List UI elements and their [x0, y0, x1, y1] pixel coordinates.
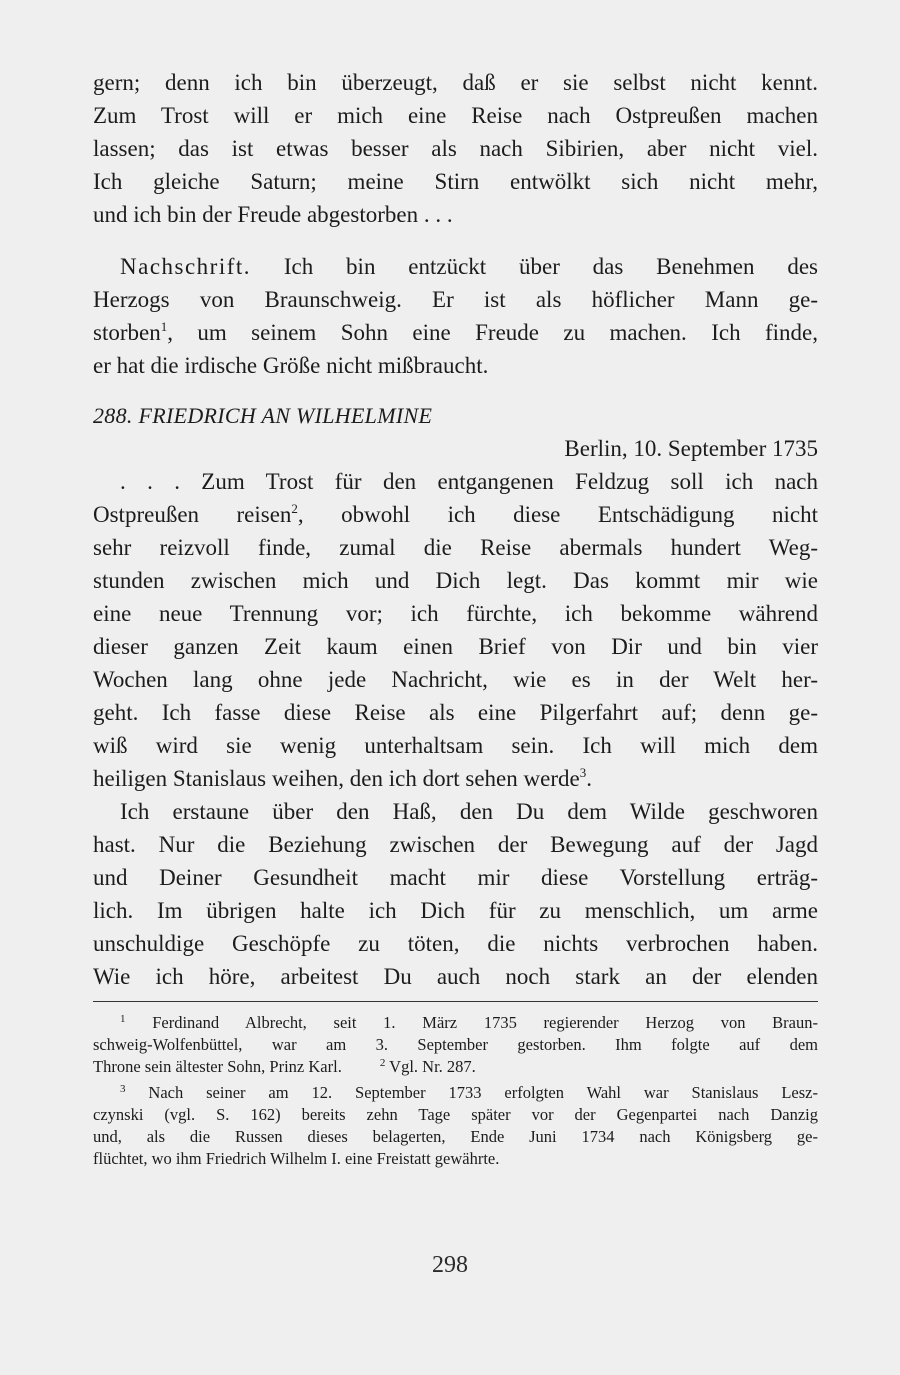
- opening-paragraph: [93, 66, 818, 231]
- letter-paragraph-1: [93, 465, 818, 795]
- text-line: wiß wird sie wenig unterhaltsam sein. Ich will mich dem: [93, 733, 818, 758]
- footnote-1: [93, 1012, 818, 1078]
- text-line: lassen; das ist etwas besser als nach Sibirien, aber nicht viel.: [93, 136, 818, 161]
- text-line: dieser ganzen Zeit kaum einen Brief von Dir und bin vier: [93, 634, 818, 659]
- text-line: geht. Ich fasse diese Reise als eine Pilgerfahrt auf; denn ge-: [93, 700, 818, 725]
- footnote-2: $^2$ Vgl. Nr. 287.: [379, 1057, 476, 1076]
- footnote-line: schweig-Wolfenbüttel, war am 3. September gestorben. Ihm folgte auf dem: [93, 1035, 818, 1054]
- letter-dateline: Berlin, 10. September 1735: [564, 436, 818, 461]
- footnote-marker: 2: [379, 1057, 386, 1069]
- text-line: Zum Trost will er mich eine Reise nach Ostpreußen machen: [93, 103, 818, 128]
- text-line: sehr reizvoll finde, zumal die Reise abermals hundert Weg-: [93, 535, 818, 560]
- text-line: heiligen Stanislaus weihen, den ich dort sehen werde$^3$.: [93, 765, 592, 791]
- spacer: [93, 231, 818, 250]
- letter-heading: 288. FRIEDRICH AN WILHELMINE: [93, 403, 433, 428]
- footnote-line: und, als die Russen dieses belagerten, Ende Juni 1734 nach Königsberg ge-: [93, 1127, 818, 1146]
- footnote-divider: [93, 1001, 818, 1002]
- text-line: Ich erstaune über den Haß, den Du dem Wilde geschworen: [120, 799, 818, 824]
- page-number: 298: [432, 1252, 468, 1278]
- footnote-line: czynski (vgl. S. 162) bereits zehn Tage später vor der Gegenpartei nach Danzig: [93, 1105, 818, 1124]
- footnote-ref[interactable]: 1: [160, 319, 168, 334]
- postscript-label: Nachschrift.: [120, 254, 252, 279]
- footnote-line: $^3$ Nach seiner am 12. September 1733 erfolgten Wahl war Stanislaus Lesz-: [120, 1083, 818, 1102]
- footnote-ref[interactable]: 3: [579, 765, 587, 780]
- letter-paragraph-2: [93, 795, 818, 993]
- text-line: unschuldige Geschöpfe zu töten, die nichts verbrochen haben.: [93, 931, 818, 956]
- text-line: er hat die irdische Größe nicht mißbraucht.: [93, 353, 489, 378]
- footnote-line: flüchtet, wo ihm Friedrich Wilhelm I. eine Freistatt gewährte.: [93, 1149, 500, 1168]
- text-line: Ich gleiche Saturn; meine Stirn entwölkt sich nicht mehr,: [93, 169, 818, 194]
- text-line: eine neue Trennung vor; ich fürchte, ich bekomme während: [93, 601, 818, 626]
- footnote-line: Throne sein ältester Sohn, Prinz Karl. $^2$ Vgl. Nr. 287.: [93, 1057, 476, 1076]
- text-line: und ich bin der Freude abgestorben . . .: [93, 202, 453, 227]
- text-line: Nachschrift. Ich bin entzückt über das Benehmen des: [120, 254, 818, 279]
- footnotes: [93, 1012, 818, 1170]
- book-page: [93, 66, 818, 1170]
- text-line: Wochen lang ohne jede Nachricht, wie es in der Welt her-: [93, 667, 818, 692]
- text-line: . . . Zum Trost für den entgangenen Feldzug soll ich nach: [120, 469, 818, 494]
- footnote-ref[interactable]: 2: [291, 501, 298, 516]
- footnote-3: [93, 1082, 818, 1170]
- text-line: lich. Im übrigen halte ich Dich für zu menschlich, um arme: [93, 898, 818, 923]
- text-line: gern; denn ich bin überzeugt, daß er sie selbst nicht kennt.: [93, 70, 818, 95]
- text-line: storben$^1$, um seinem Sohn eine Freude zu machen. Ich finde,: [93, 319, 818, 345]
- text-line: stunden zwischen mich und Dich legt. Das kommt mir wie: [93, 568, 818, 593]
- text-line: Wie ich höre, arbeitest Du auch noch stark an der elenden: [93, 964, 818, 989]
- footnote-marker: 1: [120, 1013, 126, 1025]
- text-line: hast. Nur die Beziehung zwischen der Bewegung auf der Jagd: [93, 832, 818, 857]
- text-line: und Deiner Gesundheit macht mir diese Vorstellung erträg-: [93, 865, 818, 890]
- footnote-line: $^1$ Ferdinand Albrecht, seit 1. März 1735 regierender Herzog von Braun-: [120, 1013, 818, 1032]
- postscript-paragraph: [93, 250, 818, 382]
- text-line: Ostpreußen reisen$^2$, obwohl ich diese Entschädigung nicht: [93, 501, 818, 527]
- text-line: Herzogs von Braunschweig. Er ist als höflicher Mann ge-: [93, 287, 818, 312]
- footnote-marker: 3: [120, 1083, 126, 1095]
